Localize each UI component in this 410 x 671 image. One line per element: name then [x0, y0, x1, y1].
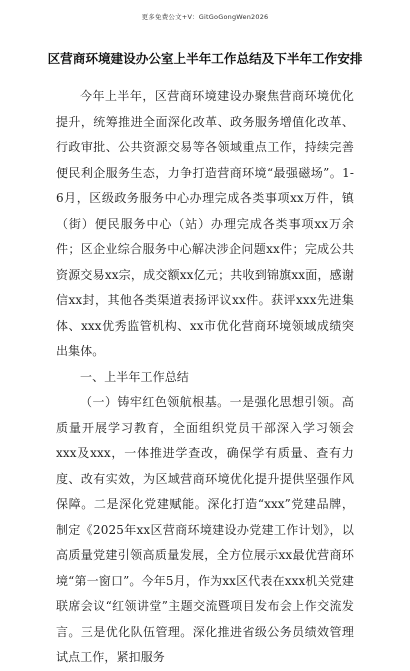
header-note: 更多免费公文+V：GitGoGongWen2026: [141, 13, 269, 21]
intro-paragraph: 今年上半年，区营商环境建设办聚焦营商环境优化提升，统筹推进全面深化改革、政务服务增值化改革、行政审批、公共资源交易等各领域重点工作，持续完善便民利企服务生态，力争打造营商环境“最强磁场”。1-6月，区级政务服务中心办理完成各类事项xx万件，镇（街）便民服务中心（站）办理完成各类事项xx万余件；区企业综合服务中心解决涉企问题xx件；完成公共资源交易xx宗，成交额xx亿元；共收到锦旗xx面，感谢信xx封，其他各类渠道表扬评议xx件。获评xxx先进集体、xxx优秀监管机构、xx市优化营商环境领域成绩突出集体。: [56, 89, 354, 358]
body-paragraph: （一）铸牢红色领航根基。一是强化思想引领。高质量开展学习教育，全面组织党员干部深入学习领会xxx及xxx，一体推进学查改，确保学有质量、查有力度、改有实效，为区域营商环境优化提升提供坚强作风保障。二是深化党建赋能。深化打造“xxx”党建品牌，制定《2025年xx区营商环境建设办党建工作计划》，以高质量党建引领高质量发展，全方位展示xx最优营商环境“第一窗口”。今年5月，作为xx区代表在xxx机关党建联席会议“红领讲堂”主题交流暨项目发布会上作交流发言。三是优化队伍管理。深化推进省级公务员绩效管理试点工作，紧扣服务: [56, 395, 354, 664]
section-heading: 一、上半年工作总结: [80, 369, 189, 384]
document-title: 区营商环境建设办公室上半年工作总结及下半年工作安排: [47, 51, 363, 66]
document-body: [56, 84, 354, 671]
